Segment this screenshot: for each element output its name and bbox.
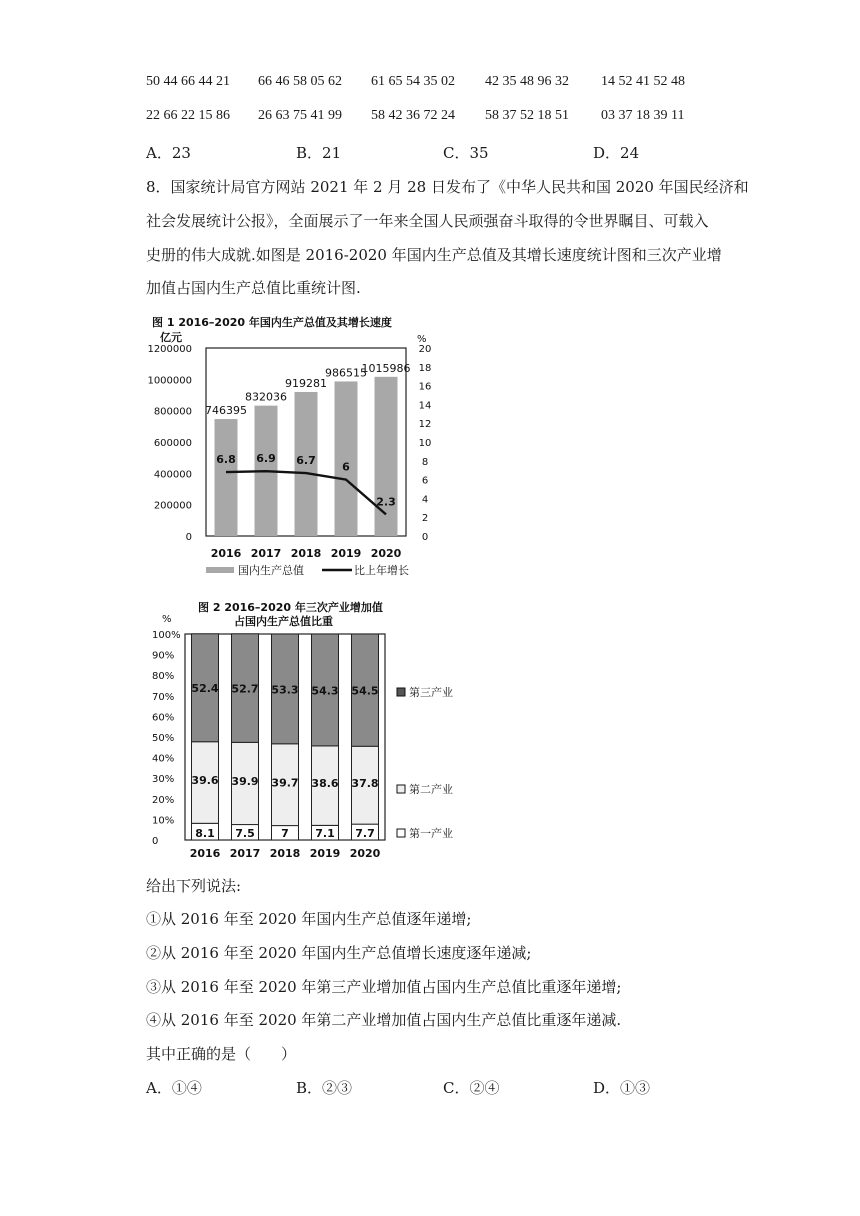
left-tick-label: 1200000	[147, 344, 192, 355]
growth-rate-label: 2.3	[376, 495, 396, 509]
left-tick-label: 400000	[153, 469, 192, 481]
legend-label-gdp: 国内生产总值	[238, 564, 304, 577]
random-group: 61 65 54 35 02	[371, 74, 455, 89]
growth-rate-label: 6.8	[216, 453, 236, 467]
chart1-right-unit: %	[417, 334, 427, 345]
y-tick-label: 100%	[152, 630, 181, 641]
q8-stem-line: 史册的伟大成就.如图是 2016-2020 年国内生产总值及其增长速度统计图和三次产业增	[146, 246, 722, 264]
primary-industry-value-label: 7.7	[355, 827, 375, 840]
q7-option-b: B．21	[296, 144, 342, 162]
random-group: 26 63 75 41 99	[258, 108, 342, 123]
random-group: 58 37 52 18 51	[485, 108, 569, 123]
secondary-industry-value-label: 37.8	[351, 776, 379, 790]
right-tick-label: 20	[418, 344, 432, 355]
left-tick-label: 200000	[153, 500, 192, 512]
left-tick-label: 0	[185, 532, 192, 543]
right-tick-label: 4	[421, 494, 429, 506]
y-tick-label: 20%	[152, 794, 175, 806]
random-group: 22 66 22 15 86	[146, 108, 230, 123]
q8-option-a: A．①④	[146, 1079, 202, 1097]
primary-industry-value-label: 7	[281, 827, 289, 840]
q8-option-c: C．②④	[443, 1079, 500, 1097]
secondary-industry-value-label: 39.9	[231, 775, 259, 789]
y-tick-label: 30%	[152, 774, 175, 786]
legend-swatch-gdp	[206, 567, 234, 573]
year-tick-label: 2016	[189, 847, 221, 860]
right-tick-label: 18	[418, 362, 432, 374]
statements-intro: 给出下列说法:	[146, 877, 242, 895]
secondary-industry-value-label: 39.6	[191, 774, 219, 788]
y-tick-label: 60%	[152, 712, 175, 724]
right-tick-label: 2	[421, 513, 429, 525]
q8-question: 其中正确的是（ ）	[146, 1045, 297, 1063]
gdp-bar-value-label: 832036	[245, 390, 287, 404]
tertiary-industry-value-label: 54.3	[311, 684, 339, 698]
legend-label-primary: 第一产业	[409, 827, 453, 840]
left-tick-label: 1000000	[147, 375, 192, 387]
y-tick-label: 50%	[152, 733, 175, 744]
right-tick-label: 12	[418, 419, 432, 431]
q8-option-b: B．②③	[296, 1079, 353, 1097]
left-tick-label: 800000	[153, 406, 192, 418]
year-tick-label: 2016	[210, 547, 242, 560]
q7-option-d: D．24	[593, 144, 640, 162]
year-tick-label: 2019	[330, 547, 362, 560]
right-tick-label: 10	[418, 438, 432, 449]
random-group: 66 46 58 05 62	[258, 74, 342, 89]
random-group: 50 44 66 44 21	[146, 74, 230, 89]
primary-industry-value-label: 7.1	[315, 827, 335, 840]
gdp-bar	[335, 381, 358, 536]
gdp-bar-value-label: 1015986	[361, 361, 411, 375]
y-tick-label: 40%	[152, 753, 175, 765]
gdp-bar	[215, 419, 238, 536]
legend-label-secondary: 第二产业	[409, 783, 453, 796]
right-tick-label: 6	[421, 475, 429, 487]
y-tick-label: 90%	[152, 650, 175, 662]
year-tick-label: 2020	[370, 547, 402, 560]
right-tick-label: 14	[418, 400, 432, 412]
random-group: 03 37 18 39 11	[601, 108, 685, 123]
chart2-unit: %	[162, 614, 172, 625]
gdp-bar-value-label: 986515	[325, 366, 367, 380]
q7-option-c: C．35	[443, 144, 489, 162]
year-tick-label: 2017	[229, 847, 261, 860]
statement-2: ②从 2016 年至 2020 年国内生产总值增长速度逐年递减;	[146, 944, 532, 962]
chart1-title: 图 1 2016–2020 年国内生产总值及其增长速度	[152, 316, 392, 329]
legend-label-tertiary: 第三产业	[409, 686, 453, 699]
q8-stem-line: 8．国家统计局官方网站 2021 年 2 月 28 日发布了《中华人民共和国 2020 年国民经济和	[146, 178, 749, 196]
y-tick-label: 0	[152, 836, 159, 847]
right-tick-label: 0	[421, 532, 429, 543]
year-tick-label: 2020	[349, 847, 381, 860]
tertiary-industry-value-label: 52.7	[231, 682, 259, 696]
legend-swatch-tertiary	[397, 688, 405, 696]
statement-3: ③从 2016 年至 2020 年第三产业增加值占国内生产总值比重逐年递增;	[146, 978, 622, 996]
gdp-bar-value-label: 746395	[205, 404, 247, 418]
tertiary-industry-value-label: 52.4	[191, 682, 219, 696]
growth-rate-label: 6.7	[296, 454, 316, 468]
right-tick-label: 16	[418, 381, 432, 393]
y-tick-label: 70%	[152, 691, 175, 703]
legend-swatch-secondary	[397, 785, 405, 793]
y-tick-label: 10%	[152, 815, 175, 827]
chart1-left-unit: 亿元	[160, 331, 182, 344]
chart2-title-line1: 图 2 2016–2020 年三次产业增加值	[198, 601, 383, 614]
statement-1: ①从 2016 年至 2020 年国内生产总值逐年递增;	[146, 910, 472, 928]
primary-industry-value-label: 8.1	[195, 827, 215, 840]
legend-label-growth: 比上年增长	[354, 564, 409, 577]
year-tick-label: 2019	[309, 847, 341, 860]
right-tick-label: 8	[421, 456, 429, 468]
year-tick-label: 2017	[250, 547, 282, 560]
tertiary-industry-value-label: 54.5	[351, 684, 379, 698]
q8-stem-line: 加值占国内生产总值比重统计图.	[146, 279, 361, 297]
statement-4: ④从 2016 年至 2020 年第二产业增加值占国内生产总值比重逐年递减.	[146, 1011, 622, 1029]
random-group: 58 42 36 72 24	[371, 108, 455, 123]
tertiary-industry-value-label: 53.3	[271, 683, 299, 697]
gdp-bar-value-label: 919281	[285, 376, 327, 390]
year-tick-label: 2018	[269, 847, 301, 860]
gdp-bar	[375, 377, 398, 536]
q8-stem-line: 社会发展统计公报》，全面展示了一年来全国人民顽强奋斗取得的令世界瞩目、可载入	[146, 212, 709, 230]
random-group: 42 35 48 96 32	[485, 74, 569, 89]
q7-option-a: A．23	[146, 144, 191, 162]
chart2-title-line2: 占国内生产总值比重	[234, 615, 333, 628]
year-tick-label: 2018	[290, 547, 322, 560]
primary-industry-value-label: 7.5	[235, 827, 255, 840]
legend-swatch-primary	[397, 829, 405, 837]
secondary-industry-value-label: 38.6	[311, 777, 339, 791]
growth-rate-label: 6.9	[256, 452, 276, 466]
gdp-growth-chart	[140, 306, 450, 584]
secondary-industry-value-label: 39.7	[271, 776, 299, 790]
y-tick-label: 80%	[152, 671, 175, 683]
left-tick-label: 600000	[153, 438, 192, 449]
industry-share-chart	[140, 596, 480, 866]
random-group: 14 52 41 52 48	[601, 74, 685, 89]
q8-option-d: D．①③	[593, 1079, 651, 1097]
growth-rate-label: 6	[342, 460, 350, 474]
